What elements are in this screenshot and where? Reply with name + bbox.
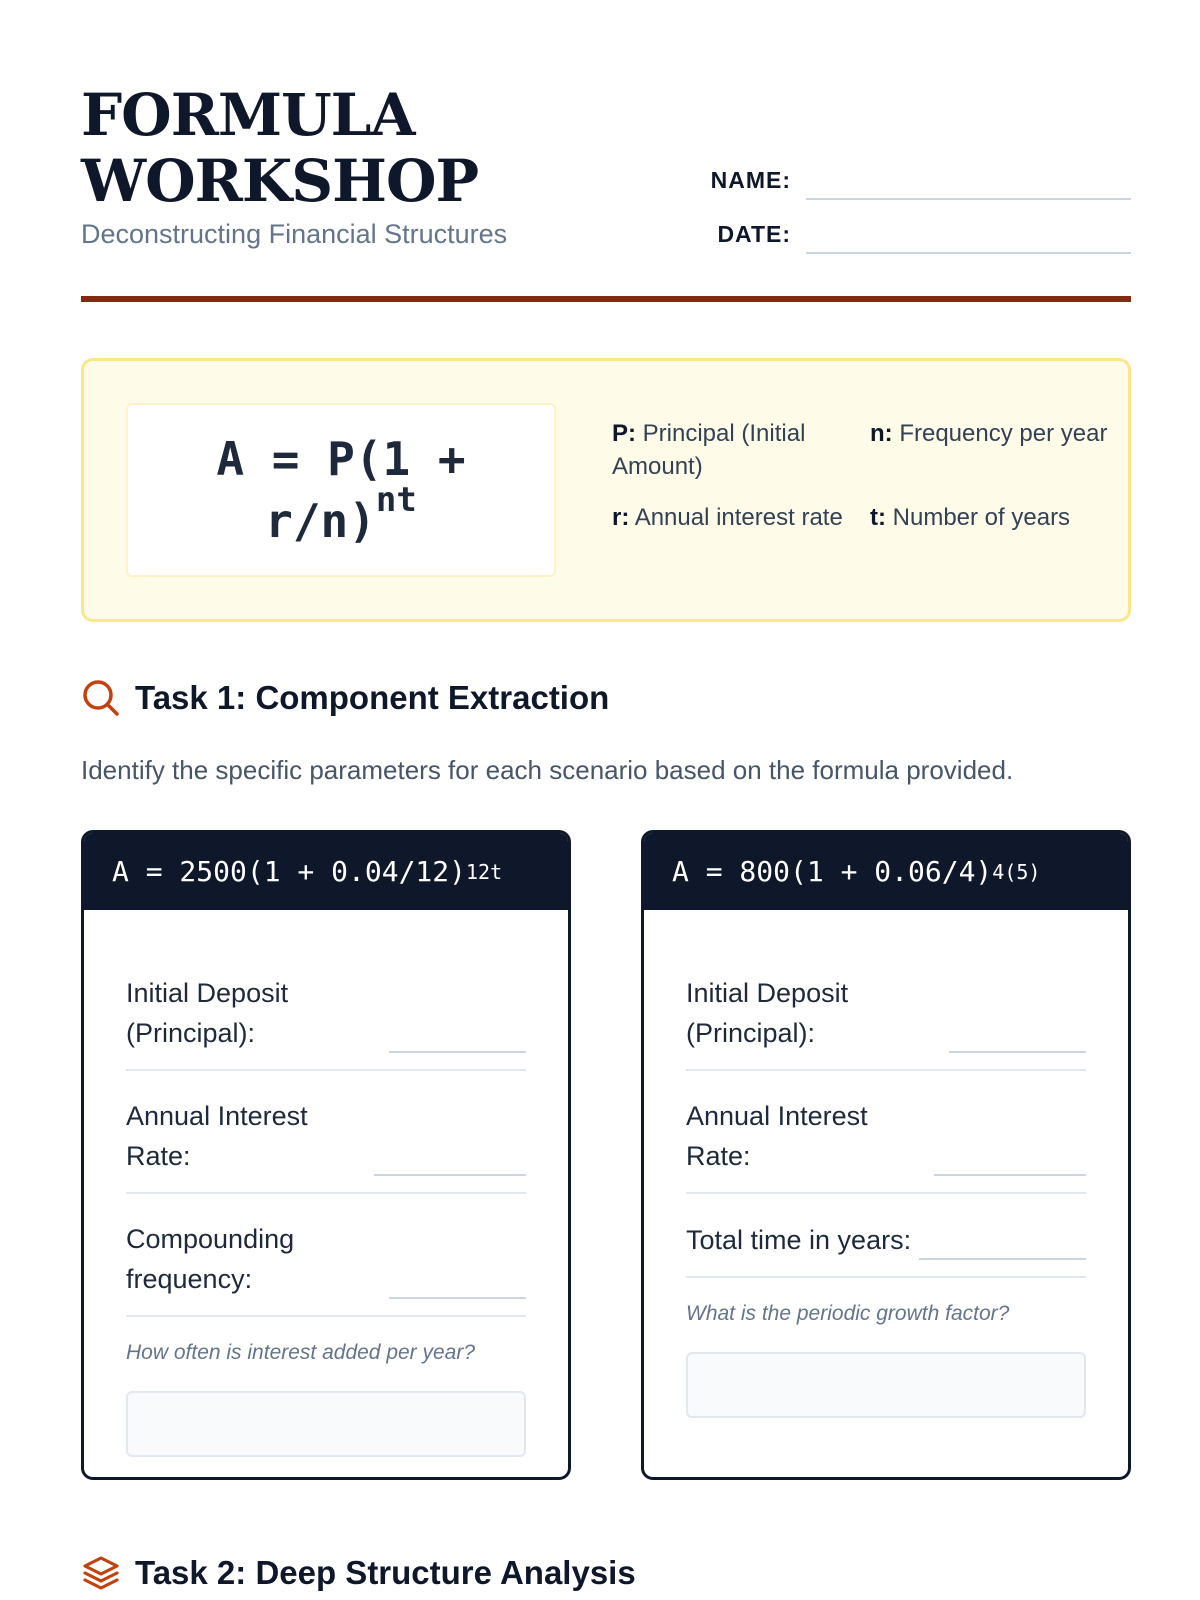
scenario-card-2 bbox=[641, 830, 1131, 1480]
interest-rate-answer-line[interactable] bbox=[374, 1174, 526, 1176]
title-line-2: WORKSHOP bbox=[81, 147, 479, 215]
task-2-title: Task 2: Deep Structure Analysis bbox=[135, 1554, 636, 1591]
date-field[interactable] bbox=[701, 214, 1131, 254]
scenario-formula-body: A = 2500(1 + 0.04/12) bbox=[112, 855, 467, 888]
legend-desc: Frequency per year bbox=[899, 420, 1108, 447]
scenario-2-answer-box[interactable] bbox=[686, 1352, 1086, 1418]
formula-panel bbox=[81, 358, 1131, 622]
legend-item-r bbox=[612, 501, 870, 534]
date-blank-line[interactable] bbox=[806, 252, 1131, 254]
name-field[interactable] bbox=[701, 160, 1131, 200]
scenario-2-formula: A = 800(1 + 0.06/4) 4(5) bbox=[644, 833, 1128, 910]
principal-label: Initial Deposit (Principal): bbox=[686, 978, 849, 1048]
task-1-heading bbox=[81, 678, 609, 718]
date-label: DATE: bbox=[717, 221, 791, 247]
task-1-title: Task 1: Component Extraction bbox=[135, 679, 610, 716]
legend-item-n bbox=[870, 417, 1110, 483]
legend-var: P: bbox=[612, 420, 636, 447]
layers-icon bbox=[81, 1553, 121, 1593]
scenario-2-hint: What is the periodic growth factor? bbox=[686, 1302, 1010, 1325]
legend-var: t: bbox=[870, 504, 886, 531]
time-answer-line[interactable] bbox=[919, 1258, 1086, 1260]
name-label: NAME: bbox=[710, 167, 791, 193]
name-blank-line[interactable] bbox=[806, 198, 1131, 200]
worksheet-page bbox=[81, 0, 1131, 1600]
variable-legend bbox=[612, 417, 1112, 534]
scenario-formula-body: A = 800(1 + 0.06/4) bbox=[672, 855, 993, 888]
compound-interest-formula bbox=[176, 428, 506, 552]
frequency-row bbox=[126, 1194, 526, 1317]
page-subtitle: Deconstructing Financial Structures bbox=[81, 219, 508, 249]
task-2-heading bbox=[81, 1553, 636, 1593]
legend-desc: Principal (Initial Amount) bbox=[612, 420, 806, 480]
principal-answer-line[interactable] bbox=[949, 1051, 1086, 1053]
title-line-1: FORMULA bbox=[81, 81, 415, 149]
scenario-1-formula: A = 2500(1 + 0.04/12) 12t bbox=[84, 833, 568, 910]
time-label: Total time in years: bbox=[686, 1225, 912, 1255]
formula-exponent: nt bbox=[375, 480, 417, 520]
legend-item-t bbox=[870, 501, 1110, 534]
formula-body: A = P(1 + r/n) bbox=[216, 432, 466, 548]
legend-var: r: bbox=[612, 504, 630, 531]
scenario-1-fields bbox=[126, 910, 526, 1457]
formula-card bbox=[126, 403, 556, 577]
header-divider bbox=[81, 296, 1131, 302]
scenario-1-hint: How often is interest added per year? bbox=[126, 1341, 476, 1364]
search-icon bbox=[81, 678, 121, 718]
principal-row bbox=[686, 948, 1086, 1071]
legend-item-p bbox=[612, 417, 870, 483]
interest-rate-label: Annual Interest Rate: bbox=[126, 1101, 308, 1171]
scenario-card-1 bbox=[81, 830, 571, 1480]
frequency-label: Compounding frequency: bbox=[126, 1224, 295, 1294]
frequency-answer-line[interactable] bbox=[389, 1297, 526, 1299]
principal-answer-line[interactable] bbox=[389, 1051, 526, 1053]
interest-rate-row bbox=[126, 1071, 526, 1194]
scenario-2-fields bbox=[686, 910, 1086, 1418]
page-title bbox=[81, 82, 478, 214]
principal-row bbox=[126, 948, 526, 1071]
task-1-instruction: Identify the specific parameters for each scenario based on the formula provided. bbox=[81, 755, 1014, 785]
interest-rate-answer-line[interactable] bbox=[934, 1174, 1086, 1176]
legend-desc: Annual interest rate bbox=[634, 504, 843, 531]
time-row bbox=[686, 1194, 1086, 1278]
interest-rate-label: Annual Interest Rate: bbox=[686, 1101, 868, 1171]
interest-rate-row bbox=[686, 1071, 1086, 1194]
legend-desc: Number of years bbox=[892, 504, 1071, 531]
legend-var: n: bbox=[870, 420, 893, 447]
scenario-1-answer-box[interactable] bbox=[126, 1391, 526, 1457]
principal-label: Initial Deposit (Principal): bbox=[126, 978, 289, 1048]
